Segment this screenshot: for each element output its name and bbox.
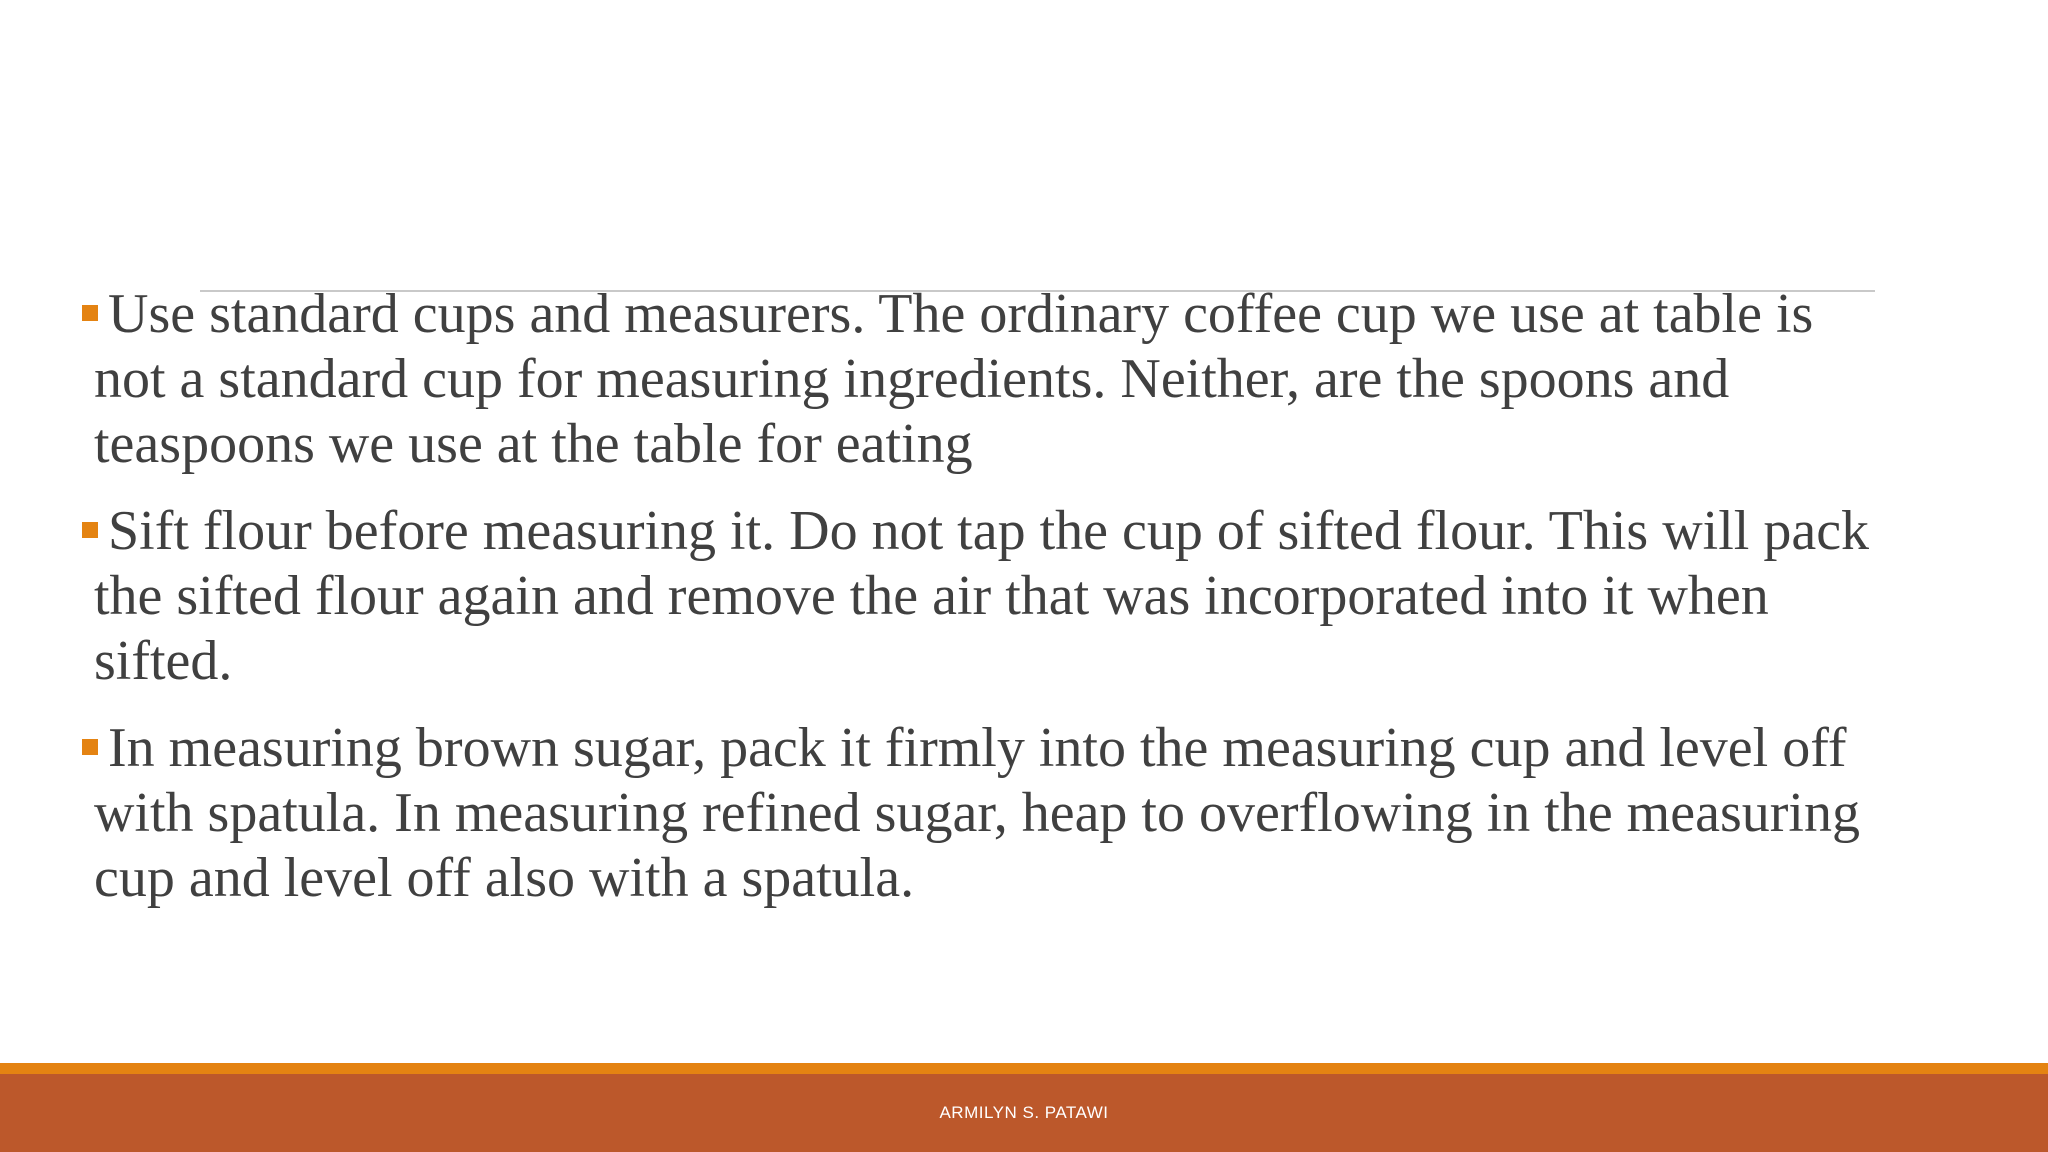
bullet-list xyxy=(82,282,1892,933)
bullet-item xyxy=(82,282,1892,477)
footer-bar xyxy=(0,1074,2048,1152)
bullet-text: Use standard cups and measurers. The ordinary coffee cup we use at table is not a standard cup for measuring ingredients. Neither, are the spoons and teaspoons we use at the table for eating xyxy=(94,283,1814,475)
square-bullet-icon xyxy=(82,739,98,755)
square-bullet-icon xyxy=(82,522,98,538)
bullet-item xyxy=(82,716,1892,911)
square-bullet-icon xyxy=(82,305,98,321)
bullet-text: Sift flour before measuring it. Do not tap the cup of sifted flour. This will pack the sifted flour again and remove the air that was incorporated into it when sifted. xyxy=(94,500,1870,692)
footer-author: ARMILYN S. PATAWI xyxy=(939,1103,1109,1122)
bullet-text: In measuring brown sugar, pack it firmly into the measuring cup and level off with spatula. In measuring refined sugar, heap to overflowing in the measuring cup and level off also with a spatula. xyxy=(94,717,1860,909)
footer-accent-stripe xyxy=(0,1063,2048,1074)
bullet-item xyxy=(82,499,1892,694)
